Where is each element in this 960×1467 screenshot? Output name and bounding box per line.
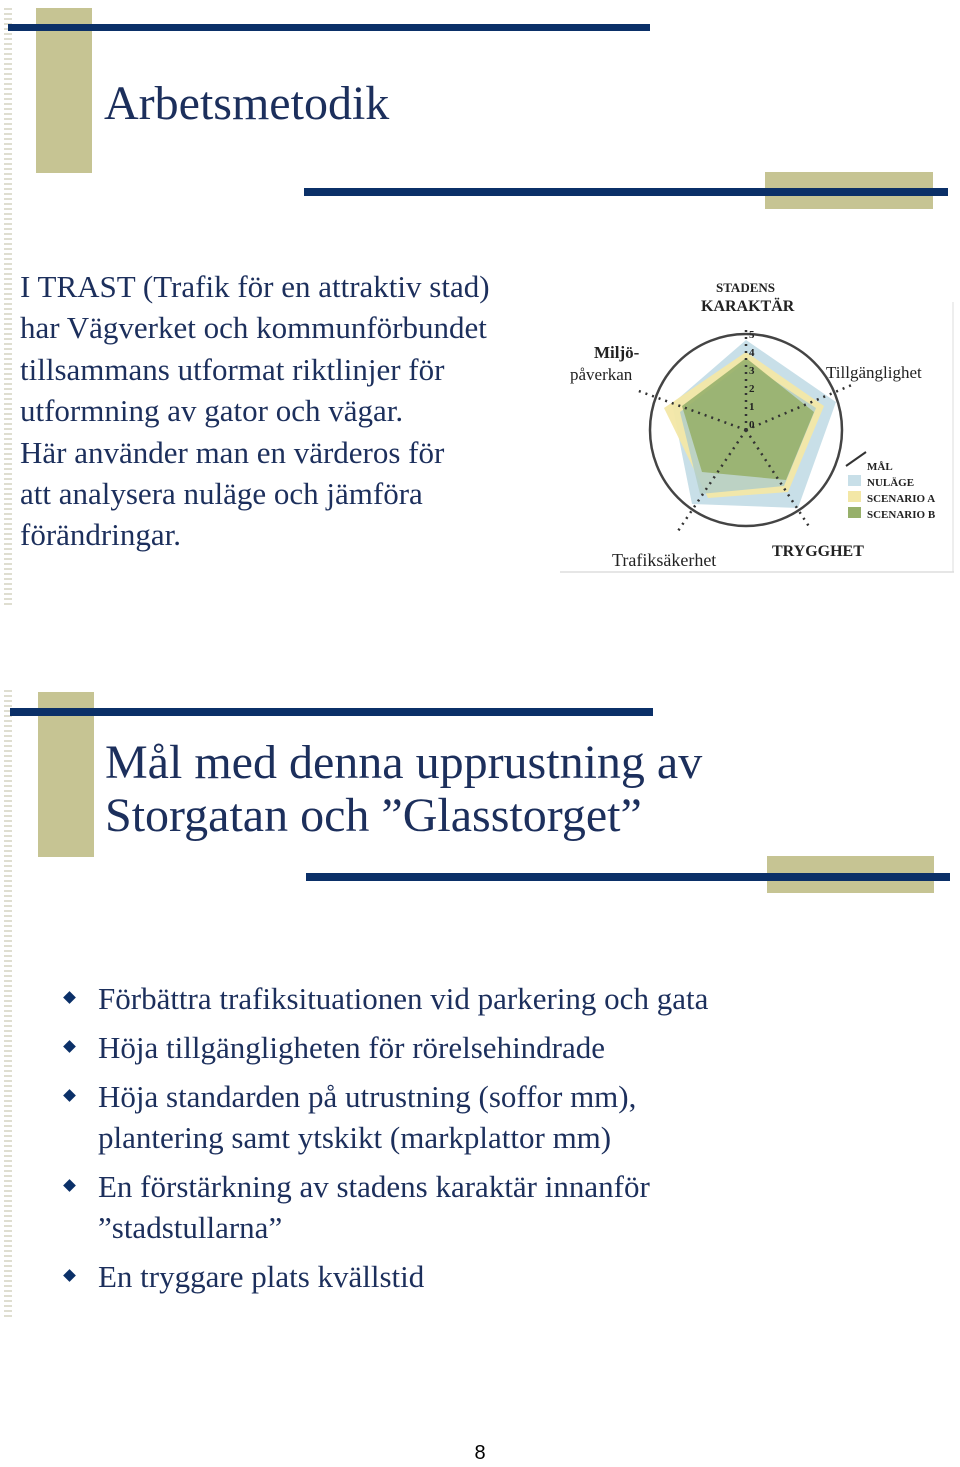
slide-2-edge-texture — [4, 690, 12, 1320]
rose-legend — [846, 452, 936, 521]
slide-2-title-line: Mål med denna upprustning av — [105, 736, 703, 789]
scale-label: 4 — [749, 347, 755, 359]
paragraph-line: att analysera nuläge och jämföra — [20, 476, 423, 512]
list-item-line: ”stadstullarna” — [98, 1210, 283, 1245]
paragraph-line: förändringar. — [20, 517, 181, 553]
paragraph-line: tillsammans utformat riktlinjer för — [20, 351, 445, 387]
slide-1-top-rule — [8, 24, 650, 31]
list-item — [62, 1256, 882, 1297]
scale-label: 0 — [749, 419, 755, 431]
list-item — [62, 978, 882, 1019]
list-item-line: plantering samt ytskikt (markplattor mm) — [98, 1120, 612, 1155]
slide-2-title-line: Storgatan och ”Glasstorget” — [105, 789, 642, 842]
axis-label-right: Tillgänglighet — [826, 363, 922, 382]
axis-label-left-1: Miljö- — [594, 343, 640, 362]
bullet-diamond-icon — [63, 1040, 76, 1053]
list-item-line: En tryggare plats kvällstid — [98, 1259, 425, 1294]
paragraph-line: utformning av gator och vägar. — [20, 393, 404, 429]
list-item-line: En förstärkning av stadens karaktär innanför — [98, 1169, 650, 1204]
slide-1-bottom-rule — [304, 188, 948, 196]
legend-scenario-b: SCENARIO B — [867, 509, 936, 521]
scale-label: 3 — [749, 365, 755, 377]
scale-label: 1 — [749, 401, 755, 413]
paragraph-line: Här använder man en värderos för — [20, 434, 445, 470]
scale-label: 2 — [749, 383, 755, 395]
slide-1-paragraph — [20, 266, 560, 556]
bullet-diamond-icon — [63, 991, 76, 1004]
axis-label-left-2: påverkan — [570, 365, 633, 384]
legend-swatch-scenario-a — [848, 491, 861, 502]
legend-scenario-a: SCENARIO A — [867, 493, 936, 505]
bullet-diamond-icon — [63, 1089, 76, 1102]
scale-label: 5 — [749, 329, 755, 341]
bullet-diamond-icon — [63, 1179, 76, 1192]
legend-mal: MÅL — [867, 461, 893, 473]
page-number: 8 — [474, 1442, 486, 1464]
slide-2-top-rule — [10, 708, 653, 716]
value-rose-diagram — [560, 272, 954, 574]
slide-1-edge-texture — [4, 8, 12, 608]
goal-list — [62, 978, 882, 1305]
bullet-diamond-icon — [63, 1269, 76, 1282]
legend-swatch-scenario-b — [848, 507, 861, 518]
axis-label-bottom-left: Trafiksäkerhet — [612, 550, 717, 570]
list-item-line: Höja standarden på utrustning (soffor mm), — [98, 1079, 637, 1114]
paragraph-line: I TRAST (Trafik för en attraktiv stad) — [20, 269, 490, 304]
axis-label-top-1: STADENS — [716, 280, 776, 295]
list-item-line: Höja tillgängligheten för rörelsehindrade — [98, 1030, 606, 1065]
legend-nulage: NULÄGE — [867, 477, 915, 489]
slide-1-title: Arbetsmetodik — [104, 77, 390, 130]
legend-swatch-nulage — [848, 475, 861, 486]
list-item — [62, 1076, 882, 1158]
list-item-line: Förbättra trafiksituationen vid parkering och gata — [98, 981, 709, 1016]
list-item — [62, 1027, 882, 1068]
axis-label-top-2: KARAKTÄR — [701, 298, 795, 315]
legend-mal-line — [846, 452, 866, 466]
slide-2-title-accent — [38, 692, 94, 857]
slide-2-title — [105, 736, 702, 842]
slide-2-bottom-rule — [306, 873, 950, 881]
paragraph-line: har Vägverket och kommunförbundet — [20, 310, 487, 346]
list-item — [62, 1166, 882, 1248]
axis-label-bottom-right: TRYGGHET — [772, 543, 864, 560]
slide-1-title-accent — [36, 8, 92, 173]
